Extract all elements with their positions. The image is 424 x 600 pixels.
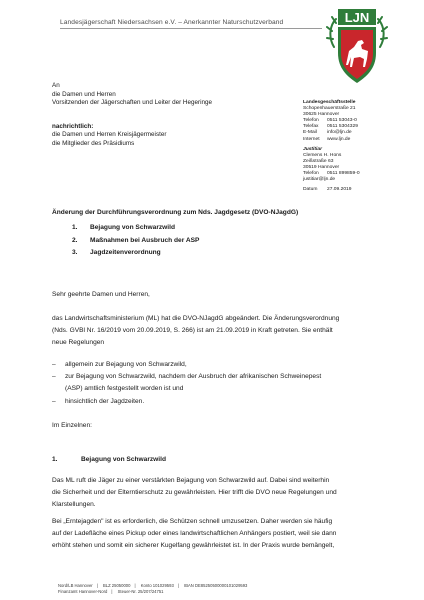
addressee-line: An bbox=[52, 82, 60, 89]
cc-label: nachrichtlich: bbox=[52, 122, 94, 130]
justiz-phone-label: Telefon bbox=[303, 171, 319, 177]
justiz-street: Zeißstraße 63 bbox=[303, 158, 334, 164]
contact-sidebar bbox=[303, 100, 360, 193]
fax-label: Telefax bbox=[303, 124, 319, 130]
footer-steuer: Steuer-Nr. 25/207/24751 bbox=[117, 588, 164, 594]
paragraph-intro: das Landwirtschaftsministerium (ML) hat die DVO-NJagdG abgeändert. Die Änderungsverordnung (Nds. GVBl Nr. 16/2019 vom 20.09.2019, S. 266) ist am 21.09.2019 in Kraft getreten. Sie enthält neue Regelungen bbox=[52, 315, 340, 347]
paragraph-section1: Das ML ruft die Jäger zu einer verstärkten Bejagung von Schwarzwild auf. Dabei sind weiterhin die Sicherheit und der Elterntierschutz zu gewährleisten. Hier trifft die DVO neue Regelungen und Klarstellungen. bbox=[52, 477, 337, 509]
subject-title: Änderung der Durchführungsverordnung zum Nds. Jagdgesetz (DVO-NJagdG) bbox=[52, 209, 299, 216]
addressee-line: die Damen und Herren bbox=[52, 90, 116, 98]
list-item: – allgemein zur Bejagung von Schwarzwild, bbox=[52, 361, 187, 368]
footer-bank: Nord/LB Hannover bbox=[58, 583, 93, 588]
web: www.ljn.de bbox=[327, 136, 351, 142]
footer-konto: Konto 101029593 bbox=[140, 583, 174, 588]
list-item-continuation: (ASP) amtlich festgestellt worden ist und bbox=[65, 385, 184, 393]
salutation: Sehr geehrte Damen und Herren, bbox=[52, 291, 150, 298]
im-einzelnen: Im Einzelnen: bbox=[52, 422, 92, 429]
justiz-phone: 0511 899859-0 bbox=[327, 171, 360, 177]
phone: 0511 53043-0 bbox=[327, 118, 357, 124]
section-heading: 1. Bejagung von Schwarzwild bbox=[52, 456, 166, 463]
phone-label: Telefon bbox=[303, 118, 319, 124]
justiz-title: Justitiar bbox=[303, 146, 323, 152]
fax: 0511 5304329 bbox=[327, 124, 358, 130]
regulation-list bbox=[52, 359, 321, 408]
ljn-crest-icon bbox=[326, 7, 388, 93]
logo-text: LJN bbox=[344, 10, 370, 25]
footer-finanzamt: Finanzamt Hannover-Nord bbox=[58, 588, 108, 594]
office-city: 30625 Hannover bbox=[303, 112, 340, 118]
header-rule bbox=[60, 28, 322, 29]
justiz-name: Clemens H. Hons bbox=[303, 152, 342, 158]
addressee-block bbox=[52, 82, 212, 149]
justiz-city: 30519 Hannover bbox=[303, 164, 340, 170]
office-street: Schopenhauerstraße 21 bbox=[303, 106, 356, 112]
cc-line: die Damen und Herren Kreisjägermeister bbox=[52, 131, 167, 139]
subject-item: 1. Bejagung von Schwarzwild bbox=[72, 224, 175, 231]
list-item: – hinsichtlich der Jagdzeiten. bbox=[52, 397, 145, 405]
justiz-email: justitiar@ljn.de bbox=[303, 177, 336, 183]
letterhead-org-line: Landesjägerschaft Niedersachsen e.V. – Anerkannter Naturschutzverband bbox=[60, 19, 284, 26]
footer-iban: IBAN DE85250500000101029593 bbox=[184, 583, 248, 588]
subject-item: 3. Jagdzeitenverordnung bbox=[72, 249, 161, 257]
footer-bank-info: Nord/LB Hannover | BLZ 25050000 | Konto 101029593 | IBAN DE85250500000101029593 Finanzamt Hannover-Nord | Steuer-Nr. 25/207/24751 bbox=[58, 583, 248, 594]
email-label: E-Mail bbox=[303, 130, 317, 136]
email: info@ljn.de bbox=[327, 130, 352, 136]
list-item: – zur Bejagung von Schwarzwild, nachdem der Ausbruch der afrikanischen Schweinepest bbox=[52, 373, 322, 381]
subject-item: 2. Maßnahmen bei Ausbruch der ASP bbox=[72, 236, 200, 244]
office-title: Landesgeschäftsstelle bbox=[303, 100, 356, 105]
paragraph-erntejagden: Bei „Erntejagden" ist es erforderlich, die Schützen schnell umzusetzen. Daher werden sie häufig auf der Ladefläche eines Pickup oder eines landwirtschaftlichen Anhängers postiert, weil sie dann erhöht stehen und somit ein sicherer Kugelfang gewährleistet ist. In der Praxis wurde bemängelt, bbox=[52, 518, 337, 550]
addressee-line: Vorsitzenden der Jägerschaften und Leiter der Hegeringe bbox=[52, 99, 212, 107]
subject-list bbox=[72, 222, 199, 260]
cc-line: die Mitglieder des Präsidiums bbox=[52, 139, 135, 147]
web-label: Internet bbox=[303, 136, 320, 142]
date-label: Datum bbox=[303, 187, 318, 193]
footer-blz: BLZ 25050000 bbox=[102, 583, 131, 588]
ljn-logo bbox=[326, 7, 388, 93]
date: 27.09.2019 bbox=[327, 187, 352, 193]
